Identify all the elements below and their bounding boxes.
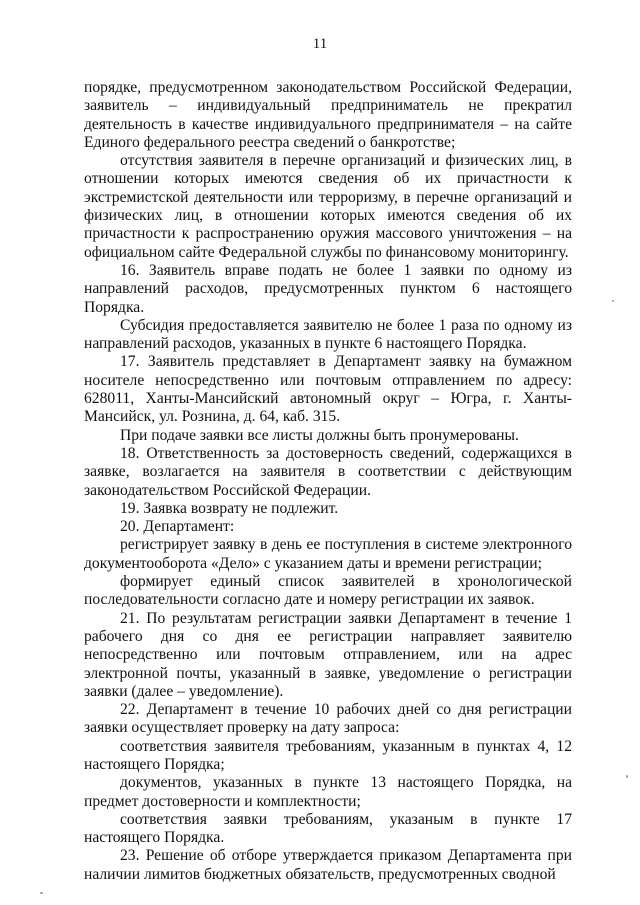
paragraph-clause-17: 17. Заявитель представляет в Департамент заявку на бумажном носителе непосредственно или почтовым отправлением по адресу: 628011, Ханты-Мансийский автономный округ – Югра, г. Ханты-Мансийск, ул. Рознина, д. 64, каб. 315.	[84, 353, 572, 426]
paragraph-continued-bankruptcy: порядке, предусмотренном законодательством Российской Федерации, заявитель – индивидуальный предприниматель не прекратил деятельность в качестве индивидуального предпринимателя – на сайте Единого федерального реестра сведений о банкротстве;	[84, 79, 572, 151]
paragraph-clause-22: 22. Департамент в течение 10 рабочих дней со дня регистрации заявки осуществляет проверку на дату запроса:	[84, 701, 572, 737]
paragraph-extremism-check: отсутствия заявителя в перечне организаций и физических лиц, в отношении которых имеются сведения об их причастности к экстремистской деятельности или терроризму, в перечне организаций и физических лиц, в отношении которых имеются сведения об их причастности к распространению оружия массового уничтожения – на официальном сайте Федеральной службы по финансовому мониторингу.	[84, 152, 572, 261]
paragraph-clause-21: 21. По результатам регистрации заявки Департамент в течение 1 рабочего дня со дня ее регистрации направляет заявителю непосредственно или почтовым отправлением, или на адрес электронной почты, указанный в заявке, уведомление о регистрации заявки (далее – уведомление).	[84, 609, 572, 700]
paragraph-clause-16: 16. Заявитель вправе подать не более 1 заявки по одному из направлений расходов, предусмотренных пунктом 6 настоящего Порядка.	[84, 261, 572, 316]
paragraph-documents-check: документов, указанных в пункте 13 настоящего Порядка, на предмет достоверности и комплектности;	[84, 774, 572, 810]
paragraph-clause-19: 19. Заявка возврату не подлежит.	[120, 499, 339, 517]
scan-speck	[626, 775, 628, 778]
paragraph-applicant-compliance: соответствия заявителя требованиям, указанным в пунктах 4, 12 настоящего Порядка;	[84, 737, 572, 773]
paragraph-clause-23: 23. Решение об отборе утверждается приказом Департамента при наличии лимитов бюджетных обязательств, предусмотренных сводной	[84, 847, 572, 883]
scan-speck	[612, 300, 614, 302]
scan-speck	[40, 892, 43, 894]
paragraph-pages-numbered: При подаче заявки все листы должны быть пронумерованы.	[120, 426, 519, 444]
paragraph-subsidy-limit: Субсидия предоставляется заявителю не более 1 раза по одному из направлений расходов, указанных в пункте 6 настоящего Порядка.	[84, 316, 572, 353]
paragraph-clause-18: 18. Ответственность за достоверность сведений, содержащихся в заявке, возлагается на заявителя в соответствии с действующим законодательством Российской Федерации.	[84, 444, 572, 499]
document-body	[84, 79, 572, 884]
paragraph-forms-list: формирует единый список заявителей в хронологической последовательности согласно дате и номеру регистрации их заявок.	[84, 573, 572, 609]
paragraph-application-compliance: соответствия заявки требованиям, указаным в пункте 17 настоящего Порядка.	[84, 810, 572, 847]
paragraph-clause-20: 20. Департамент:	[120, 518, 235, 536]
paragraph-registers-application: регистрирует заявку в день ее поступления в системе электронного документооборота «Дело» с указанием даты и времени регистрации;	[84, 536, 572, 572]
page-number: 11	[312, 36, 328, 52]
